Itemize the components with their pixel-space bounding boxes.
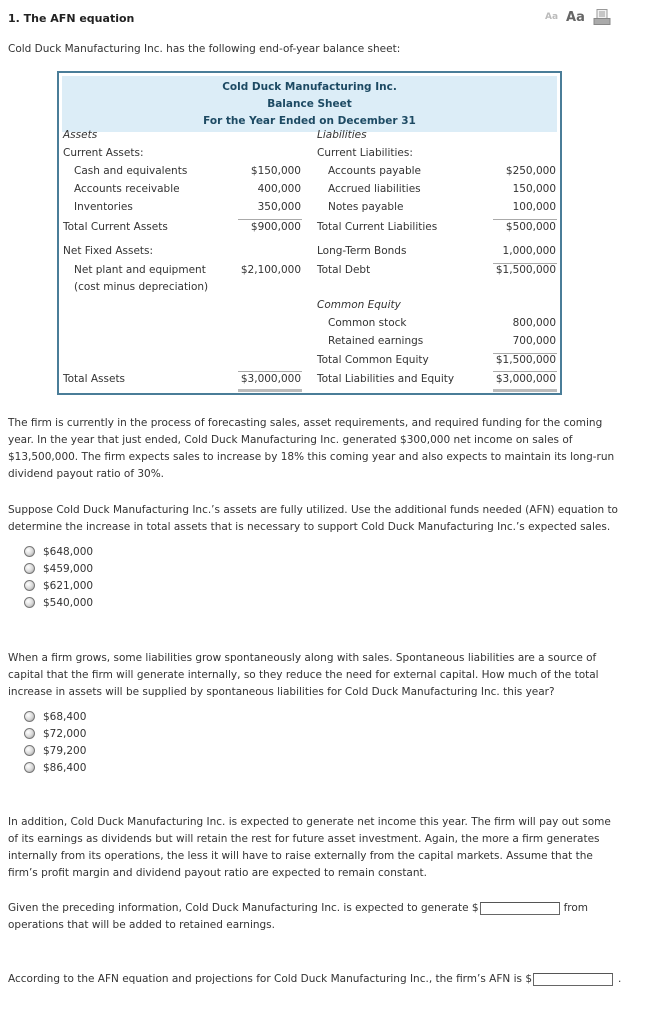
double-underline	[493, 389, 557, 392]
intro-text: Cold Duck Manufacturing Inc. has the following end-of-year balance sheet:	[8, 43, 401, 55]
question-3-text: Given the preceding information, Cold Duck Manufacturing Inc. is expected to generate $	[8, 902, 479, 914]
underline	[493, 371, 557, 372]
radio-button[interactable]	[24, 597, 35, 608]
cash-label: Cash and equivalents	[74, 165, 188, 177]
ltb-label: Long-Term Bonds	[317, 245, 407, 257]
re-label: Retained earnings	[328, 335, 424, 347]
retained-earnings-paragraph: In addition, Cold Duck Manufacturing Inc. is expected to generate net income this year. The firm will pay out some of its earnings as dividends but will retain the rest for future asset investment. Again, the more a firm generates internally from its operations, the less it will have to raise externally from the capital markets. Assume that the firm’s profit margin and dividend payout ratio are expected to remain constant.	[8, 816, 611, 879]
printer-icon[interactable]	[593, 9, 611, 25]
common-equity-header: Common Equity	[317, 299, 401, 311]
ap-label: Accounts payable	[328, 165, 421, 177]
cs-label: Common stock	[328, 317, 407, 329]
assets-header: Assets	[63, 129, 98, 141]
decrease-font-button[interactable]: Aa	[545, 12, 559, 22]
npe-label: Net plant and equipment	[74, 264, 206, 276]
question-1-text: Suppose Cold Duck Manufacturing Inc.’s assets are fully utilized. Use the additional funds needed (AFN) equation to determine the increase in total assets that is necessary to support Cold Duck Manufacturing Inc.’s expected sales.	[8, 504, 618, 533]
toolbar	[545, 9, 611, 25]
underline	[238, 219, 302, 220]
increase-font-button[interactable]: Aa	[566, 9, 585, 25]
retained-earnings-input[interactable]	[480, 902, 560, 915]
current-liabilities-label: Current Liabilities:	[317, 147, 413, 159]
question-3-line2: operations that will be added to retained earnings.	[8, 919, 275, 931]
re-value: 700,000	[512, 335, 556, 347]
radio-button[interactable]	[24, 711, 35, 722]
ar-value: 400,000	[257, 183, 301, 195]
radio-button[interactable]	[24, 745, 35, 756]
balance-sheet-header	[62, 76, 557, 132]
ar-label: Accounts receivable	[74, 183, 180, 195]
liabilities-header: Liabilities	[317, 129, 367, 141]
td-label: Total Debt	[317, 264, 371, 276]
afn-input[interactable]	[533, 973, 613, 986]
npe-sublabel: (cost minus depreciation)	[74, 281, 209, 293]
tle-label: Total Liabilities and Equity	[317, 373, 455, 385]
tce-value: $1,500,000	[495, 354, 556, 366]
tce-label: Total Common Equity	[317, 354, 429, 366]
td-value: $1,500,000	[495, 264, 556, 276]
q1-option[interactable]: $621,000	[24, 577, 93, 594]
cash-value: $150,000	[250, 165, 301, 177]
question-3	[8, 900, 623, 934]
question-4-suffix: .	[618, 973, 622, 985]
np-label: Notes payable	[328, 201, 404, 213]
radio-button[interactable]	[24, 546, 35, 557]
radio-button[interactable]	[24, 762, 35, 773]
ta-label: Total Assets	[63, 373, 126, 385]
npe-value: $2,100,000	[240, 264, 301, 276]
np-value: 100,000	[512, 201, 556, 213]
question-3-suffix: from	[563, 902, 589, 914]
radio-button[interactable]	[24, 728, 35, 739]
q2-option[interactable]: $72,000	[24, 725, 86, 742]
q2-option[interactable]: $68,400	[24, 708, 86, 725]
ap-value: $250,000	[505, 165, 556, 177]
question-title: 1. The AFN equation	[8, 12, 135, 25]
question-2-options	[24, 708, 86, 776]
inventories-label: Inventories	[74, 201, 133, 213]
radio-button[interactable]	[24, 563, 35, 574]
tcl-label: Total Current Liabilities	[317, 221, 438, 233]
balance-sheet	[57, 71, 562, 395]
tca-label: Total Current Assets	[63, 221, 168, 233]
q1-option[interactable]: $540,000	[24, 594, 93, 611]
underline	[238, 371, 302, 372]
q1-option[interactable]: $459,000	[24, 560, 93, 577]
tcl-value: $500,000	[505, 221, 556, 233]
forecast-paragraph: The firm is currently in the process of forecasting sales, asset requirements, and required funding for the coming year. In the year that just ended, Cold Duck Manufacturing Inc. generated $300,000 net income on sales of $13,500,000. The firm expects sales to increase by 18% this coming year and also expects to maintain its long-run dividend payout ratio of 30%.	[8, 417, 615, 480]
nfa-label: Net Fixed Assets:	[63, 245, 154, 257]
q2-option[interactable]: $79,200	[24, 742, 86, 759]
ta-value: $3,000,000	[240, 373, 301, 385]
tle-value: $3,000,000	[495, 373, 556, 385]
cs-value: 800,000	[512, 317, 556, 329]
current-assets-label: Current Assets:	[63, 147, 144, 159]
inventories-value: 350,000	[257, 201, 301, 213]
question-2-text: When a firm grows, some liabilities grow spontaneously along with sales. Spontaneous liabilities are a source of capital that the firm will generate internally, so they reduce the need for external capital. How much of the total increase in assets will be supplied by spontaneous liabilities for Cold Duck Manufacturing Inc. this year?	[8, 652, 599, 698]
sheet-period: For the Year Ended on December 31	[203, 115, 416, 127]
accrued-value: 150,000	[512, 183, 556, 195]
double-underline	[238, 389, 302, 392]
radio-button[interactable]	[24, 580, 35, 591]
sheet-title: Balance Sheet	[267, 98, 352, 110]
accrued-label: Accrued liabilities	[328, 183, 421, 195]
question-4-text: According to the AFN equation and projections for Cold Duck Manufacturing Inc., the firm’s AFN is $	[8, 973, 533, 985]
company-name: Cold Duck Manufacturing Inc.	[222, 81, 397, 93]
underline	[493, 219, 557, 220]
q2-option[interactable]: $86,400	[24, 759, 86, 776]
question-4	[8, 971, 623, 988]
q1-option[interactable]: $648,000	[24, 543, 93, 560]
tca-value: $900,000	[250, 221, 301, 233]
ltb-value: 1,000,000	[502, 245, 556, 257]
question-1-options	[24, 543, 93, 611]
